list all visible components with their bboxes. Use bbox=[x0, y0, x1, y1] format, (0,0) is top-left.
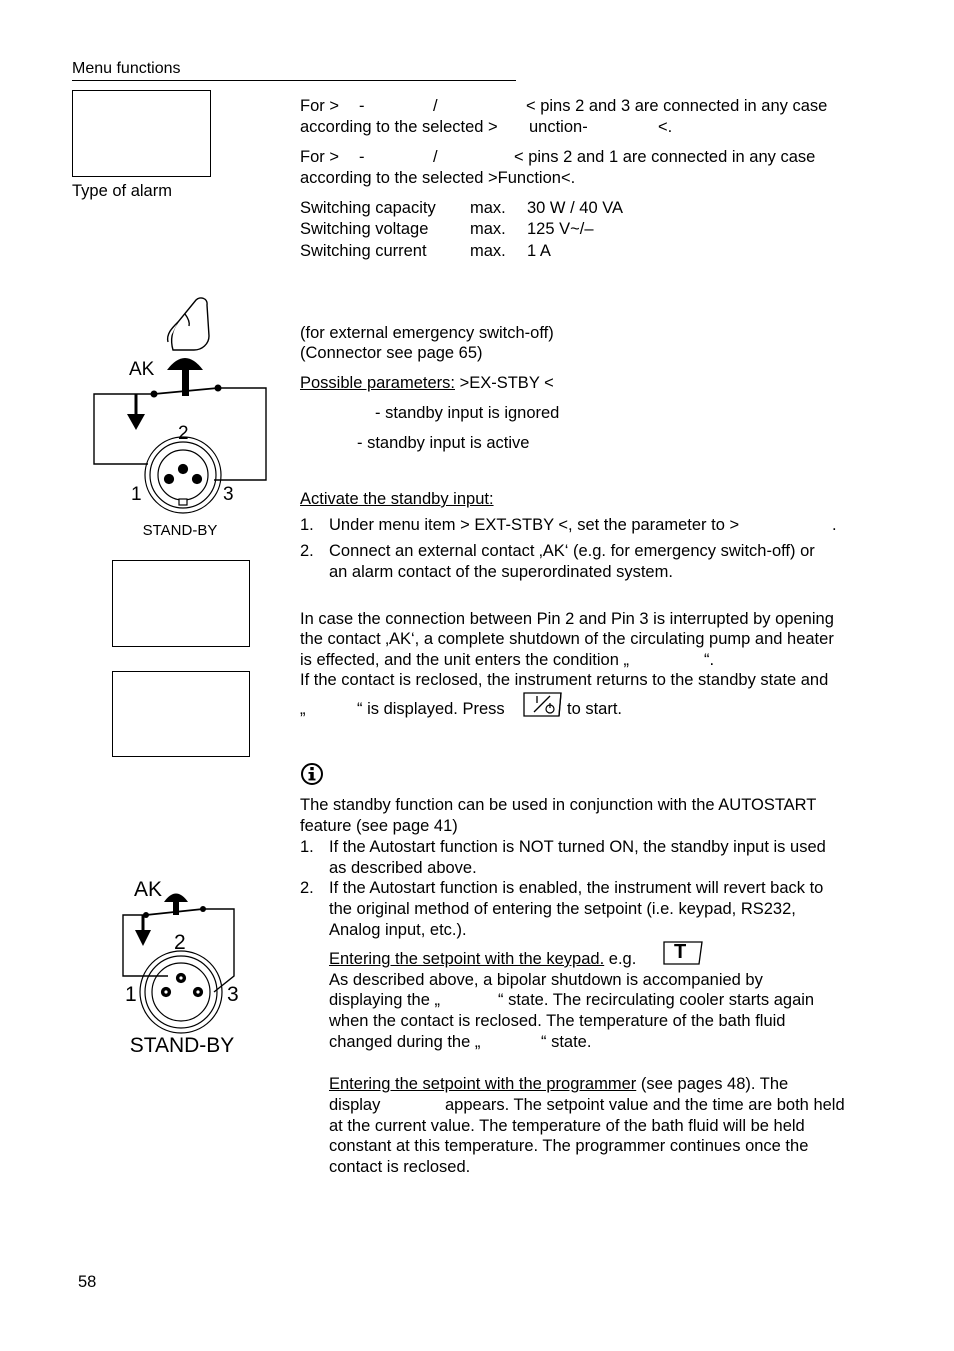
text: is effected, and the unit enters the condition „ bbox=[300, 651, 629, 669]
shutdown-p5 bbox=[300, 699, 623, 720]
shutdown-p1: In case the connection between Pin 2 and Pin 3 is interrupted by opening bbox=[300, 610, 834, 628]
shutdown-p4: If the contact is reclosed, the instrument returns to the standby state and bbox=[300, 671, 829, 689]
alarm-para2-line1 bbox=[300, 147, 816, 168]
spec-value: 30 W / 40 VA bbox=[527, 199, 623, 217]
text: “ state. The recirculating cooler starts again bbox=[498, 991, 815, 1009]
t-key-icon[interactable] bbox=[662, 940, 704, 966]
step-text: Under menu item > EXT-STBY <, set the parameter to > bbox=[329, 516, 740, 534]
display-box-3 bbox=[112, 671, 250, 757]
step-text-end: . bbox=[832, 516, 837, 534]
t-key-label: T bbox=[674, 941, 687, 963]
ak-label: AK bbox=[134, 878, 163, 901]
text: to start. bbox=[567, 700, 623, 718]
possible-parameters bbox=[300, 373, 554, 394]
prog-heading-line bbox=[329, 1074, 788, 1095]
alarm-para1-line2 bbox=[300, 117, 673, 138]
pin-1-label: 1 bbox=[131, 484, 142, 505]
params-label: Possible parameters: bbox=[300, 374, 455, 392]
start-key-icon[interactable] bbox=[520, 690, 564, 718]
prog-heading: Entering the setpoint with the programmer bbox=[329, 1075, 637, 1093]
spec-value: 1 A bbox=[527, 242, 551, 260]
text: / bbox=[433, 97, 438, 115]
standby-caption: STAND-BY bbox=[142, 522, 218, 539]
item-text: If the Autostart function is enabled, the instrument will revert back to bbox=[329, 879, 824, 897]
spec-label: Switching capacity bbox=[300, 199, 436, 217]
spec-row bbox=[300, 219, 594, 240]
pin-3-label: 3 bbox=[227, 983, 239, 1006]
step-text: Connect an external contact ‚AK‘ (e.g. for emergency switch-off) or bbox=[329, 542, 815, 560]
spec-label: Switching voltage bbox=[300, 220, 429, 238]
keypad-l1: As described above, a bipolar shutdown is accompanied by bbox=[329, 971, 763, 989]
text: display bbox=[329, 1096, 381, 1114]
header-rule bbox=[72, 80, 516, 81]
item-text: the original method of entering the setpoint (i.e. keypad, RS232, bbox=[329, 900, 796, 918]
spec-qualifier: max. bbox=[470, 220, 506, 238]
text: <. bbox=[658, 118, 673, 136]
text: / bbox=[433, 148, 438, 166]
text: - bbox=[359, 97, 365, 115]
item-number: 1. bbox=[300, 838, 314, 856]
arrow-down-icon bbox=[127, 394, 145, 430]
standby-diagram-1 bbox=[90, 292, 275, 542]
standby-line2: (Connector see page 65) bbox=[300, 344, 483, 362]
spec-row bbox=[300, 198, 623, 219]
text: For > bbox=[300, 148, 339, 166]
text: „ bbox=[300, 700, 306, 718]
item-text: as described above. bbox=[329, 859, 477, 877]
info-icon bbox=[300, 762, 324, 786]
text: - bbox=[359, 148, 365, 166]
text: (see pages 48). The bbox=[636, 1075, 789, 1093]
display-box-alarm bbox=[72, 90, 211, 177]
text: unction- bbox=[529, 118, 588, 136]
page-number: 58 bbox=[78, 1273, 97, 1291]
text: “. bbox=[704, 651, 715, 669]
spec-row bbox=[300, 241, 551, 262]
keypad-l3: when the contact is reclosed. The temperature of the bath fluid bbox=[329, 1012, 786, 1030]
text: “ state. bbox=[541, 1033, 592, 1051]
text: < pins 2 and 3 are connected in any case bbox=[526, 97, 828, 115]
prog-l3: constant at this temperature. The programmer continues once the bbox=[329, 1137, 809, 1155]
display-box-2 bbox=[112, 560, 250, 647]
connector-icon bbox=[145, 437, 221, 513]
arrow-down-icon bbox=[135, 915, 151, 946]
note-line2: feature (see page 41) bbox=[300, 817, 458, 835]
alarm-caption: Type of alarm bbox=[72, 182, 172, 200]
step-number: 1. bbox=[300, 516, 314, 534]
item-text: If the Autostart function is NOT turned ON, the standby input is used bbox=[329, 838, 826, 856]
option-ignored: - standby input is ignored bbox=[375, 404, 560, 422]
prog-l2: at the current value. The temperature of the bath fluid will be held bbox=[329, 1117, 805, 1135]
item-text: Analog input, etc.). bbox=[329, 921, 467, 939]
activate-heading: Activate the standby input: bbox=[300, 490, 494, 508]
standby-line1: (for external emergency switch-off) bbox=[300, 324, 554, 342]
spec-value: 125 V~/– bbox=[527, 220, 594, 238]
pin-2-label: 2 bbox=[174, 931, 186, 954]
prog-l1 bbox=[329, 1095, 845, 1116]
pin-2-label: 2 bbox=[178, 423, 189, 444]
spec-qualifier: max. bbox=[470, 242, 506, 260]
pin-3-label: 3 bbox=[223, 484, 234, 505]
shutdown-p2: the contact ‚AK‘, a complete shutdown of the circulating pump and heater bbox=[300, 630, 834, 648]
step-number: 2. bbox=[300, 542, 314, 560]
text: according to the selected > bbox=[300, 118, 498, 136]
spec-label: Switching current bbox=[300, 242, 427, 260]
text: changed during the „ bbox=[329, 1033, 481, 1051]
text: displaying the „ bbox=[329, 991, 440, 1009]
pin-1-label: 1 bbox=[125, 983, 137, 1006]
connector-icon bbox=[140, 951, 222, 1033]
item-number: 2. bbox=[300, 879, 314, 897]
params-value: >EX-STBY < bbox=[455, 374, 554, 392]
keypad-heading: Entering the setpoint with the keypad. bbox=[329, 950, 605, 968]
text: < pins 2 and 1 are connected in any case bbox=[514, 148, 816, 166]
hand-icon bbox=[168, 298, 209, 350]
keypad-heading-line bbox=[329, 949, 636, 970]
prog-l4: contact is reclosed. bbox=[329, 1158, 471, 1176]
alarm-para2-line2: according to the selected >Function<. bbox=[300, 169, 576, 187]
text: For > bbox=[300, 97, 339, 115]
text: appears. The setpoint value and the time are both held bbox=[445, 1096, 845, 1114]
spec-qualifier: max. bbox=[470, 199, 506, 217]
option-active: - standby input is active bbox=[357, 434, 530, 452]
running-header: Menu functions bbox=[72, 60, 181, 77]
text: “ is displayed. Press bbox=[357, 700, 505, 718]
keypad-l4 bbox=[329, 1032, 592, 1053]
step-text: an alarm contact of the superordinated system. bbox=[329, 563, 673, 581]
ak-label: AK bbox=[129, 359, 155, 380]
standby-diagram-2 bbox=[118, 872, 248, 1062]
keypad-l2 bbox=[329, 990, 815, 1011]
shutdown-p3 bbox=[300, 650, 715, 671]
text: e.g. bbox=[604, 950, 637, 968]
alarm-para1-line1 bbox=[300, 96, 828, 117]
note-line1: The standby function can be used in conjunction with the AUTOSTART bbox=[300, 796, 817, 814]
standby-caption: STAND-BY bbox=[129, 1034, 235, 1057]
